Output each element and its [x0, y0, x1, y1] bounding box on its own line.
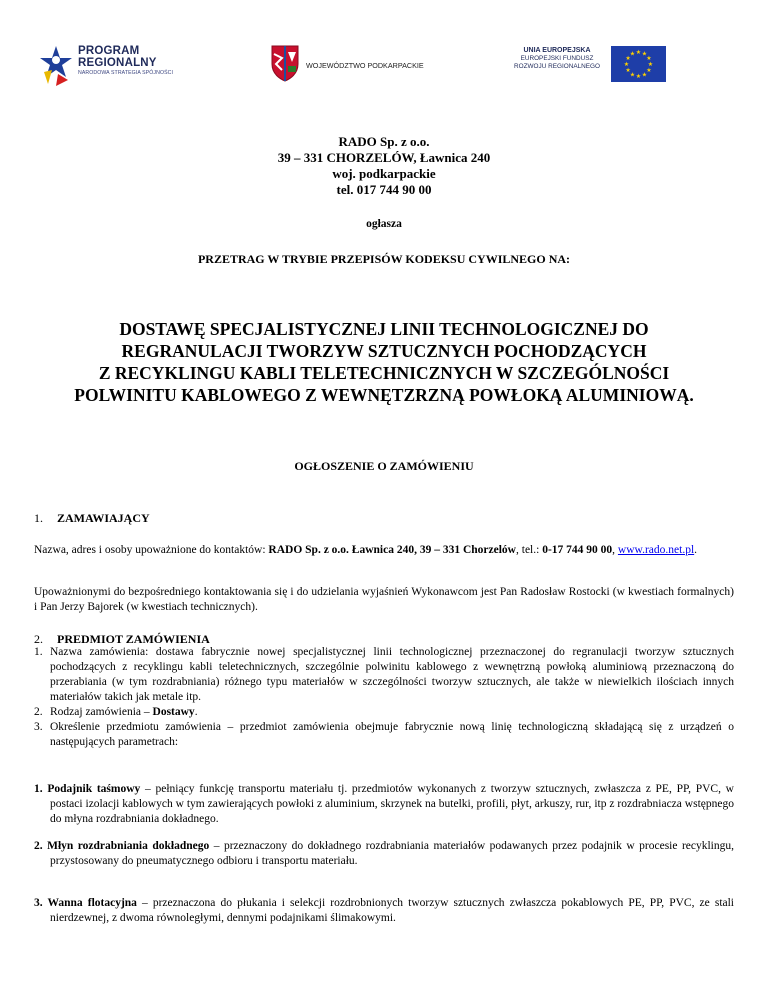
list-item: [34, 720, 734, 750]
list-item-number: 1.: [34, 646, 43, 658]
component-title: 2. Młyn rozdrabniania dokładnego: [34, 840, 210, 852]
section-1-title: ZAMAWIAJĄCY: [57, 511, 150, 525]
program-logo-line3: NARODOWA STRATEGIA SPÓJNOŚCI: [78, 70, 174, 76]
announce-text: ogłasza: [366, 218, 402, 230]
section-1-heading: [34, 511, 150, 526]
svg-text:★: ★: [635, 73, 642, 80]
subject-line-4: POLWINITU KABLOWEGO Z WEWNĘTZRZNĄ POWŁOKĄ ALUMINIOWĄ.: [74, 385, 694, 405]
section-2-number: 2.: [34, 632, 43, 646]
program-logo-line2: REGIONALNY: [78, 57, 157, 69]
company-address: 39 – 331 CHORZELÓW, Ławnica 240: [277, 150, 491, 165]
list-item-text: Określenie przedmiotu zamówienia – przedmiot zamówienia obejmuje fabrycznie nową linię technologiczną składającą się z urządzeń o następujących parametrach:: [50, 721, 734, 748]
wojewodztwo-logo: [270, 44, 450, 84]
component-belt-conveyor: [34, 782, 734, 827]
eu-flag-icon: [611, 46, 666, 82]
component-text: – przeznaczony do dokładnego rozdrabniania materiałów podawanych przez podajnik w procesie recyklingu, przystosowany do pneumatycznego odbioru i transportu materiału.: [50, 840, 734, 867]
svg-text:★: ★: [625, 67, 631, 74]
subject-line-1: DOSTAWĘ SPECJALISTYCZNEJ LINII TECHNOLOGICZNEJ DO: [119, 319, 649, 339]
component-title: 3. Wanna flotacyjna: [34, 897, 137, 909]
svg-text:★: ★: [629, 71, 636, 79]
website-link[interactable]: www.rado.net.pl: [617, 544, 695, 556]
contractor-end: .: [694, 544, 698, 556]
svg-text:★: ★: [641, 50, 648, 58]
svg-text:★: ★: [625, 55, 631, 62]
contractor-details: [34, 543, 734, 558]
program-regionalny-emblem-icon: [38, 44, 74, 88]
program-regionalny-logo: [38, 44, 208, 88]
contact-persons: Upoważnionymi do bezpośredniego kontaktowania się i do udzielania wyjaśnień Wykonawcom jest Pan Radosław Rostocki (w kwestiach formalnych) i Pan Jerzy Bajorek (w kwestiach technicznych).: [34, 586, 734, 613]
list-item-end: .: [194, 706, 198, 718]
component-fine-mill: [34, 839, 734, 869]
list-item-text: Rodzaj zamówienia –: [50, 706, 153, 718]
contractor-phone: 0-17 744 90 00: [542, 544, 613, 556]
order-subject-list: [34, 645, 734, 750]
contractor-name: RADO Sp. z o.o. Ławnica 240, 39 – 331 Chorzelów: [268, 544, 516, 556]
section-2-title: PREDMIOT ZAMÓWIENIA: [57, 632, 210, 646]
contractor-sep: ,: [612, 544, 618, 556]
svg-text:★: ★: [629, 50, 636, 58]
component-title: 1. Podajnik taśmowy: [34, 783, 141, 795]
list-item: [34, 705, 734, 720]
list-item: [34, 645, 734, 705]
company-phone: tel. 017 744 90 00: [336, 182, 432, 197]
company-block: [0, 134, 768, 198]
subject-heading: [0, 318, 768, 406]
company-region: woj. podkarpackie: [332, 166, 436, 181]
component-text: – przeznaczona do płukania i selekcji rozdrobnionych tworzyw sztucznych zwłaszcza pokablowych PE, PP, PVC, ze stali nierdzewnej, z dwoma równoległymi, dennymi podajnikami ślimakowymi.: [50, 897, 735, 924]
svg-text:★: ★: [623, 61, 630, 68]
list-item-text: Nazwa zamówienia: dostawa fabrycznie nowej specjalistycznej linii technologicznej przeznaczonej do regranulacji tworzyw sztucznych pochodzących z recyklingu kabli teletechnicznych, szczególnie polwinitu kablowego z wewnętrzną powłoką aluminiową przeznaczoną do przerabiania (w tym rozdrabniania) różnego typu materiałów w szczególności tworzyw sztucznych, ale także w niewielkich ilościach innych materiałów takich jak metale itp.: [50, 646, 734, 703]
contractor-prefix: Nazwa, adres i osoby upoważnione do kontaktów:: [34, 544, 269, 556]
company-name: RADO Sp. z o.o.: [338, 134, 430, 149]
ue-logo-line3: ROZWOJU REGIONALNEGO: [514, 63, 600, 70]
tender-heading: PRZETRAG W TRYBIE PRZEPISÓW KODEKSU CYWILNEGO NA:: [197, 252, 571, 266]
program-logo-line1: PROGRAM: [78, 45, 140, 57]
list-item-bold: Dostawy: [152, 706, 195, 718]
list-item-number: 3.: [34, 721, 43, 733]
eu-logo: [505, 44, 670, 84]
list-item-number: 2.: [34, 706, 43, 718]
ue-logo-line1: UNIA EUROPEJSKA: [523, 47, 591, 54]
header-logos: [0, 40, 768, 90]
coat-of-arms-icon: [270, 44, 300, 82]
subject-line-2: REGRANULACJI TWORZYW SZTUCZNYCH POCHODZĄCYCH: [121, 341, 647, 361]
subject-line-3: Z RECYKLINGU KABLI TELETECHNICZNYCH W SZCZEGÓLNOŚCI: [98, 363, 670, 383]
svg-text:★: ★: [635, 49, 642, 56]
ue-logo-line2: EUROPEJSKI FUNDUSZ: [520, 55, 594, 62]
contractor-mid: , tel.:: [516, 544, 543, 556]
component-flotation-tank: [34, 896, 734, 926]
svg-text:★: ★: [641, 71, 648, 79]
notice-title: OGŁOSZENIE O ZAMÓWIENIU: [294, 459, 474, 473]
wojewodztwo-label: WOJEWÓDZTWO PODKARPACKIE: [306, 61, 424, 70]
svg-text:★: ★: [646, 67, 652, 74]
component-text: – pełniący funkcję transportu materiału tj. przedmiotów wykonanych z tworzyw sztucznych, zwłaszcza z PE, PP, PVC, w postaci izolacji kablowych w tym zawierających powłoki z aluminium, skrzynek na butelki, profili, płyt, arkuszy, rur, itp z rozdrabniacza wstępnego do młyna rozdrabniania dokładnego.: [50, 783, 734, 825]
svg-text:★: ★: [647, 61, 654, 68]
section-1-number: 1.: [34, 511, 43, 525]
svg-text:★: ★: [646, 55, 652, 62]
